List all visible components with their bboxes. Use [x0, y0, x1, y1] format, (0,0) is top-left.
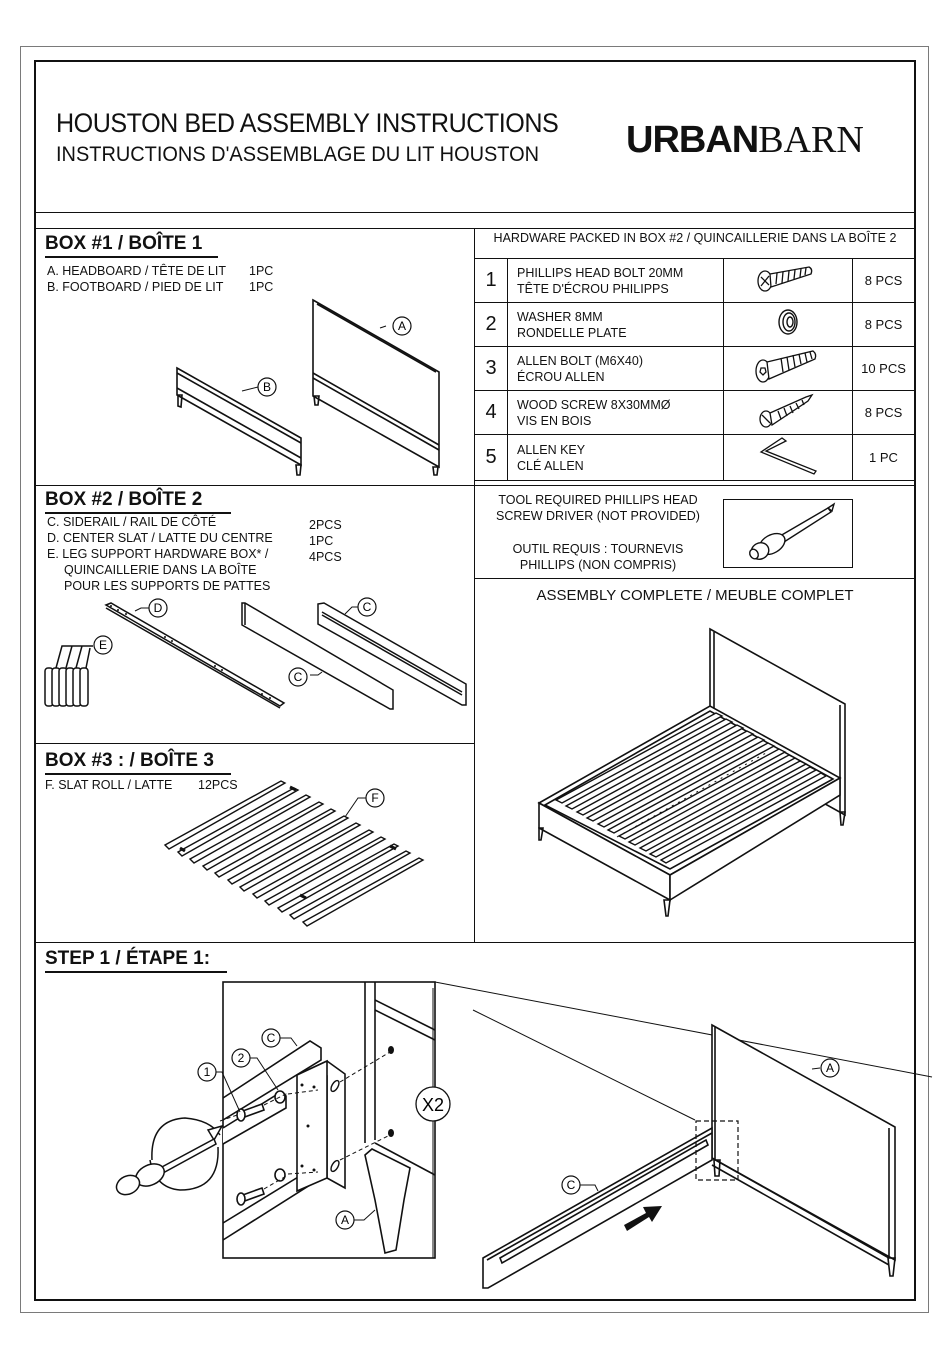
- box1-item-b: B. FOOTBOARD / PIED DE LIT: [47, 280, 224, 294]
- callout-siderail: C: [566, 1178, 576, 1192]
- box1-heading: BOX #1 / BOÎTE 1: [45, 233, 218, 258]
- hardware-num: 3: [475, 347, 508, 391]
- box2-item-e-fr-1: QUINCAILLERIE DANS LA BOÎTE: [64, 563, 257, 577]
- callout-leg: A: [340, 1213, 350, 1227]
- hardware-name-fr: RONDELLE PLATE: [517, 325, 627, 340]
- callout-e: E: [98, 638, 108, 652]
- hardware-name-fr: VIS EN BOIS: [517, 413, 592, 428]
- hardware-num: 2: [475, 303, 508, 347]
- brand-logo-serif: BARN: [758, 119, 864, 161]
- page-title: HOUSTON BED ASSEMBLY INSTRUCTIONS: [56, 108, 559, 138]
- callout-f: F: [371, 791, 379, 805]
- box2-item-d: D. CENTER SLAT / LATTE DU CENTRE: [47, 531, 273, 545]
- hardware-name-fr: ÉCROU ALLEN: [517, 369, 605, 384]
- hardware-name-en: PHILLIPS HEAD BOLT 20MM: [517, 265, 684, 280]
- box2-item-c: C. SIDERAIL / RAIL DE CÔTÉ: [47, 515, 217, 529]
- box1-item-b-qty: 1PC: [249, 280, 274, 294]
- box2-item-e: E. LEG SUPPORT HARDWARE BOX* /: [47, 547, 269, 561]
- brand-logo-bold: URBAN: [626, 119, 759, 161]
- tool-en-line-2: SCREW DRIVER (NOT PROVIDED): [496, 509, 700, 523]
- box2-item-c-qty: 2PCS: [309, 518, 342, 532]
- hardware-qty: 8 PCS: [853, 303, 915, 347]
- hardware-num: 5: [475, 435, 508, 481]
- box2-heading: BOX #2 / BOÎTE 2: [45, 489, 231, 514]
- tool-en-line-1: TOOL REQUIRED PHILLIPS HEAD: [498, 493, 698, 507]
- callout-c: C: [293, 670, 303, 684]
- box3-heading: BOX #3 : / BOÎTE 3: [45, 750, 231, 775]
- hardware-qty: 8 PCS: [853, 391, 915, 435]
- hardware-name-fr: CLÉ ALLEN: [517, 458, 584, 473]
- callout-d: D: [153, 601, 163, 615]
- hardware-name-en: WOOD SCREW 8X30MMØ: [517, 397, 671, 412]
- hardware-num: 1: [475, 259, 508, 303]
- hardware-name-en: WASHER 8MM: [517, 309, 603, 324]
- callout-c: C: [362, 600, 372, 614]
- hardware-num: 4: [475, 391, 508, 435]
- callout-bolt: 1: [203, 1065, 211, 1079]
- callout-a: A: [397, 319, 407, 333]
- hardware-heading: HARDWARE PACKED IN BOX #2 / QUINCAILLERIE DANS LA BOÎTE 2: [493, 231, 897, 245]
- hardware-qty: 1 PC: [853, 435, 915, 481]
- hardware-name-en: ALLEN KEY: [517, 442, 586, 457]
- callout-headboard: A: [825, 1061, 835, 1075]
- hardware-qty: 8 PCS: [853, 259, 915, 303]
- box1-item-a-qty: 1PC: [249, 264, 274, 278]
- box3-item-f: F. SLAT ROLL / LATTE: [45, 778, 173, 792]
- box2-item-e-qty: 4PCS: [309, 550, 342, 564]
- step1-heading: STEP 1 / ÉTAPE 1:: [45, 948, 227, 973]
- assembly-complete-heading: ASSEMBLY COMPLETE / MEUBLE COMPLET: [536, 587, 854, 604]
- callout-b: B: [262, 380, 272, 394]
- callout-multiplier: X2: [421, 1095, 445, 1115]
- hardware-name-en: ALLEN BOLT (M6X40): [517, 353, 643, 368]
- box1-item-a: A. HEADBOARD / TÊTE DE LIT: [47, 264, 226, 278]
- tool-fr-line-1: OUTIL REQUIS : TOURNEVIS: [512, 542, 684, 556]
- page-subtitle: INSTRUCTIONS D'ASSEMBLAGE DU LIT HOUSTON: [56, 143, 540, 166]
- callout-washer: 2: [237, 1051, 245, 1065]
- tool-fr-line-2: PHILLIPS (NON COMPRIS): [519, 558, 677, 572]
- box3-item-f-qty: 12PCS: [198, 778, 238, 792]
- hardware-qty: 10 PCS: [853, 347, 915, 391]
- callout-rail: C: [266, 1031, 276, 1045]
- box2-item-e-fr-2: POUR LES SUPPORTS DE PATTES: [64, 579, 271, 593]
- hardware-name-fr: TÊTE D'ÉCROU PHILIPPS: [517, 281, 669, 296]
- box2-item-d-qty: 1PC: [309, 534, 334, 548]
